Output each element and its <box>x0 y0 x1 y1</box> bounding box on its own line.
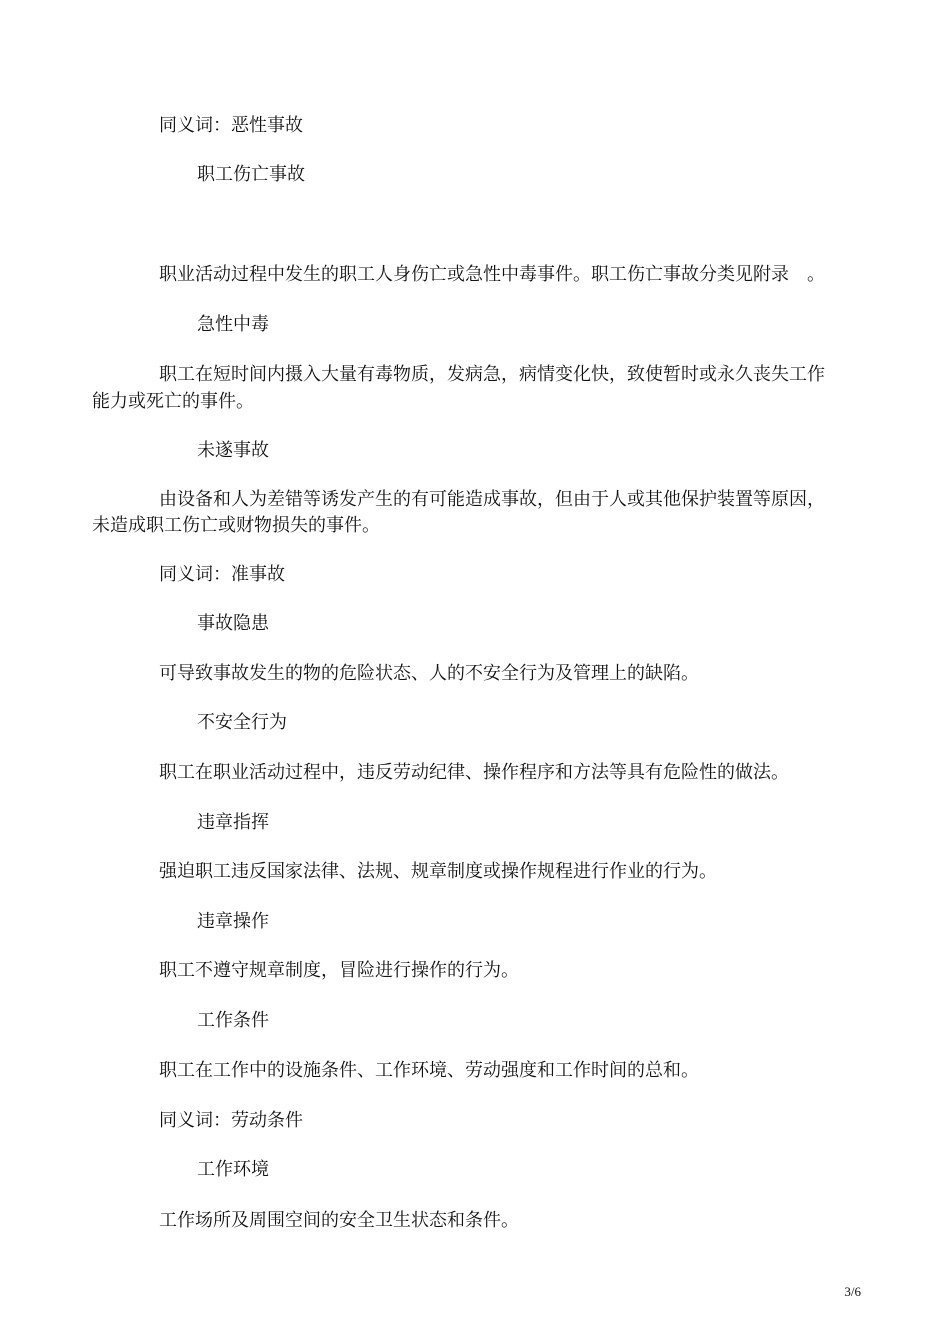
definition-line: 由设备和人为差错等诱发产生的有可能造成事故，但由于人或其他保护装置等原因， <box>159 489 825 510</box>
term-heading: 违章指挥 <box>197 812 269 833</box>
term-heading: 事故隐患 <box>197 613 269 634</box>
definition-line: 职工不遵守规章制度，冒险进行操作的行为。 <box>159 960 519 981</box>
term-heading: 未遂事故 <box>197 440 269 461</box>
definition-line: 强迫职工违反国家法律、法规、规章制度或操作规程进行作业的行为。 <box>159 861 717 882</box>
term-heading: 急性中毒 <box>197 314 269 335</box>
synonym-line: 同义词：准事故 <box>159 564 285 585</box>
synonym-line: 同义词：劳动条件 <box>159 1110 303 1131</box>
term-heading: 工作环境 <box>197 1159 269 1180</box>
definition-line: 能力或死亡的事件。 <box>92 391 254 412</box>
term-heading: 职工伤亡事故 <box>197 164 305 185</box>
definition-line: 未造成职工伤亡或财物损失的事件。 <box>92 515 380 536</box>
definition-line: 职业活动过程中发生的职工人身伤亡或急性中毒事件。职工伤亡事故分类见附录 。 <box>159 264 825 285</box>
page-number: 3/6 <box>844 1284 861 1299</box>
definition-line: 职工在职业活动过程中，违反劳动纪律、操作程序和方法等具有危险性的做法。 <box>159 762 789 783</box>
term-heading: 不安全行为 <box>197 712 287 733</box>
definition-line: 可导致事故发生的物的危险状态、人的不安全行为及管理上的缺陷。 <box>159 663 699 684</box>
definition-line: 职工在工作中的设施条件、工作环境、劳动强度和工作时间的总和。 <box>159 1060 699 1081</box>
term-heading: 工作条件 <box>197 1010 269 1031</box>
term-heading: 违章操作 <box>197 911 269 932</box>
definition-line: 职工在短时间内摄入大量有毒物质，发病急，病情变化快，致使暂时或永久丧失工作 <box>159 364 825 385</box>
synonym-line: 同义词：恶性事故 <box>159 115 303 136</box>
definition-line: 工作场所及周围空间的安全卫生状态和条件。 <box>159 1210 519 1231</box>
